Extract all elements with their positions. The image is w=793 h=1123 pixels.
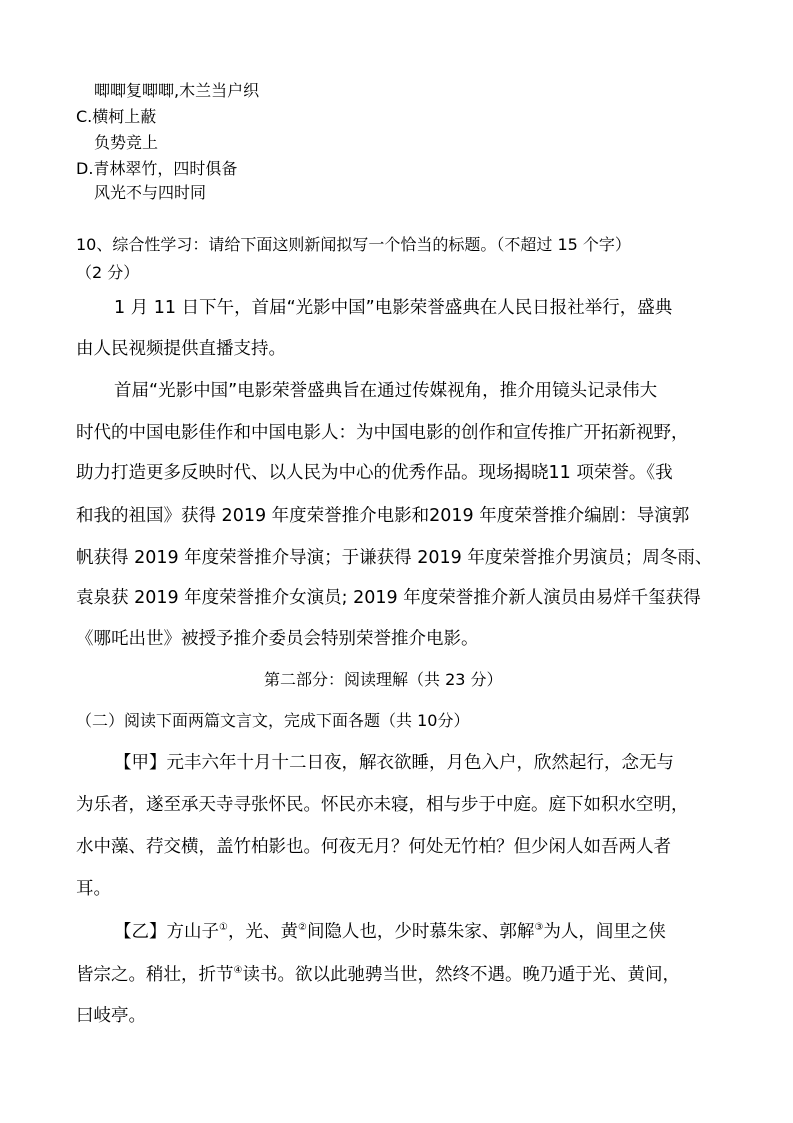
option-d-line2: 风光不与四时同 — [94, 183, 207, 202]
passage-yi-line2 — [76, 962, 680, 988]
news-paragraph-2-line4: 和我的祖国》获得 2019 年度荣誉推介电影和2019 年度荣誉推介编剧：导演郭 — [76, 506, 690, 526]
passage-yi-text: 【乙】方山子 — [114, 922, 219, 942]
passage-yi-line3: 曰岐亭。 — [76, 1006, 146, 1026]
news-paragraph-2-line7: 《哪吒出世》被授予推介委员会特别荣誉推介电影。 — [76, 629, 479, 649]
footnote-marker-1: ① — [219, 922, 228, 933]
question-10-prompt-line1: 10、综合性学习：请给下面这则新闻拟写一个恰当的标题。（不超过 15 个字） — [76, 235, 631, 254]
news-paragraph-2-line3: 助力打造更多反映时代、以人民为中心的优秀作品。现场揭晓11 项荣誉。《我 — [76, 463, 673, 483]
option-d-line1: D.青林翠竹，四时俱备 — [76, 159, 238, 178]
passage-yi-text: 间隐人也，少时慕朱家、郭解 — [306, 922, 535, 942]
passage-yi-line1 — [114, 919, 666, 945]
passage-yi-text: 为人，闾里之侠 — [543, 922, 666, 942]
passage-jia-line2: 为乐者，遂至承天寺寻张怀民。怀民亦未寝，相与步于中庭。庭下如积水空明， — [76, 795, 689, 815]
news-paragraph-2-line5: 帆获得 2019 年度荣誉推介导演；于谦获得 2019 年度荣誉推介男演员；周冬雨、 — [76, 548, 713, 568]
option-c-line1: C.横柯上蔽 — [76, 107, 157, 126]
passage-yi-text: 读书。欲以此驰骋当世，然终不遇。晚乃遁于光、黄间， — [242, 965, 680, 985]
news-paragraph-1-line2: 由人民视频提供直播支持。 — [76, 339, 286, 359]
footnote-marker-4: ④ — [233, 965, 243, 976]
news-paragraph-2-line2: 时代的中国电影佳作和中国电影人：为中国电影的创作和宣传推广开拓新视野， — [76, 423, 689, 443]
option-c-line2: 负势竞上 — [94, 133, 159, 152]
news-paragraph-2-line6: 袁泉获 2019 年度荣誉推介女演员; 2019 年度荣誉推介新人演员由易烊千玺获得 — [76, 588, 701, 608]
news-paragraph-1-line1: 1 月 11 日下午，首届“光影中国”电影荣誉盛典在人民日报社举行，盛典 — [114, 298, 673, 318]
passage-jia-line1: 【甲】元丰六年十月十二日夜，解衣欲睡，月色入户，欣然起行，念无与 — [114, 753, 674, 773]
option-b-line2: 唧唧复唧唧,木兰当户织 — [94, 81, 260, 100]
footnote-marker-3: ③ — [534, 922, 544, 933]
footnote-marker-2: ② — [297, 922, 307, 933]
passage-jia-line4: 耳。 — [76, 879, 111, 899]
passage-jia-line3: 水中藻、荇交横，盖竹柏影也。何夜无月？何处无竹柏？但少闲人如吾两人者 — [76, 837, 671, 857]
part-2-heading: 第二部分：阅读理解（共 23 分） — [264, 670, 503, 689]
news-paragraph-2-line1: 首届“光影中国”电影荣誉盛典旨在通过传媒视角，推介用镜头记录伟大 — [114, 381, 658, 401]
question-10-prompt-line2: （2 分） — [76, 263, 140, 282]
section-2-intro: （二）阅读下面两篇文言文，完成下面各题（共 10分） — [76, 711, 470, 730]
passage-yi-text: ，光、黄 — [227, 922, 298, 942]
passage-yi-text: 皆宗之。稍壮，折节 — [76, 965, 234, 985]
